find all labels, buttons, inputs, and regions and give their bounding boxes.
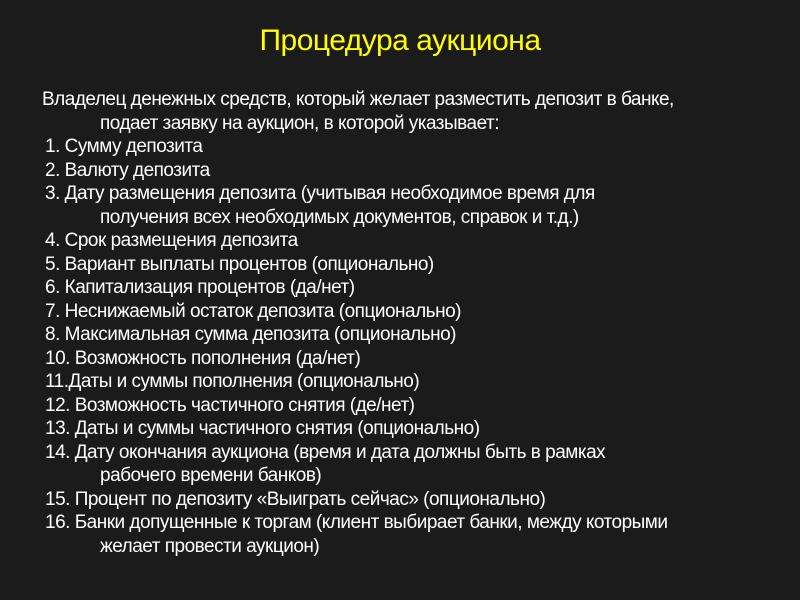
list-item-4: 4. Срок размещения депозита [45, 230, 298, 251]
list-item-6: 6. Капитализация процентов (да/нет) [45, 277, 355, 298]
list-item-12: 12. Возможность частичного снятия (де/нет) [45, 394, 415, 416]
list-item-2: 2. Валюту депозита [45, 159, 210, 181]
intro-paragraph-line-1: Владелец денежных средств, который желает разместить депозит в банке, [42, 89, 674, 110]
list-item-7: 7. Неснижаемый остаток депозита (опционально) [45, 300, 461, 322]
slide-title: Процедура аукциона [259, 24, 541, 57]
list-item-8: 8. Максимальная сумма депозита (опционально) [45, 324, 457, 345]
list-item-10: 10. Возможность пополнения (да/нет) [45, 347, 361, 369]
list-item-16-continuation: желает провести аукцион) [100, 535, 320, 557]
list-item-5: 5. Вариант выплаты процентов (опционально) [45, 253, 434, 275]
list-item-16: 16. Банки допущенные к торгам (клиент выбирает банки, между которыми [45, 512, 668, 533]
slide-body [0, 88, 800, 558]
list-item-3-continuation: получения всех необходимых документов, справок и т.д.) [100, 206, 579, 228]
list-item-11: 11.Даты и суммы пополнения (опционально) [45, 371, 420, 392]
list-item-15: 15. Процент по депозиту «Выиграть сейчас» (опционально) [45, 488, 546, 510]
list-item-14-continuation: рабочего времени банков) [100, 465, 322, 486]
intro-paragraph-line-2: подает заявку на аукцион, в которой указывает: [100, 112, 500, 134]
list-item-1: 1. Сумму депозита [45, 136, 203, 157]
list-item-13: 13. Даты и суммы частичного снятия (опционально) [45, 418, 480, 439]
list-item-14: 14. Дату окончания аукциона (время и дата должны быть в рамках [45, 441, 606, 463]
list-item-3: 3. Дату размещения депозита (учитывая необходимое время для [45, 183, 595, 204]
